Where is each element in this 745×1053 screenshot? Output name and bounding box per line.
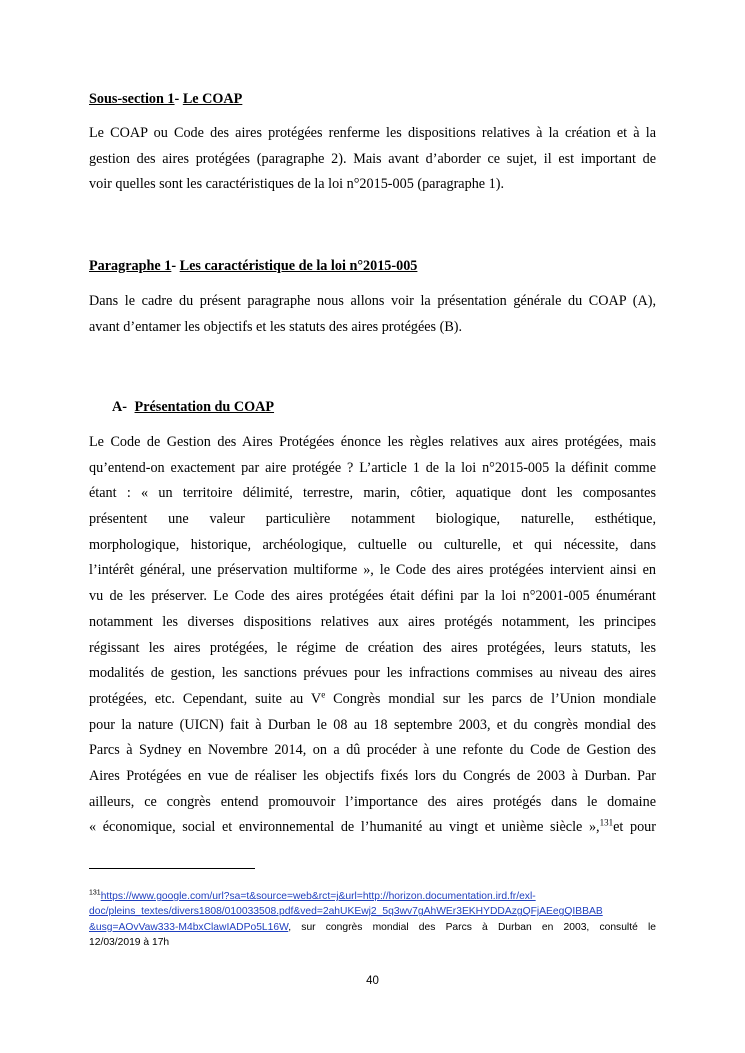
footnote-link[interactable]: doc/pleins_textes/divers1808/010033508.pdf&ved=2ahUKEwj2_5q3wv7gAhWEr3EKHYDDAzgQFjAEegQIBBAB (89, 906, 603, 918)
line-text: protégées, etc. Cependant, suite au V (89, 690, 322, 707)
text-line (89, 687, 656, 713)
text-line: Parcs à Sydney en Novembre 2014, on a dû procéder à une refonte du Code de Gestion des (89, 742, 656, 759)
intro-paragraph (89, 121, 656, 198)
footnote-link[interactable]: https://www.google.com/url?sa=t&source=web&rct=j&url=http://horizon.documentation.ird.fr/exl- (100, 891, 536, 902)
footnote-separator (89, 868, 255, 869)
footnote-line (89, 904, 656, 919)
section-a-prefix: A- (112, 399, 127, 415)
section-a-heading (112, 398, 274, 416)
text-line: Aires Protégées en vue de réaliser les objectifs fixés lors du Congrés de 2003 à Durban. Par (89, 767, 656, 784)
paragraph1-text (89, 289, 656, 340)
footnote-ref[interactable]: 131 (599, 817, 614, 828)
text-line: Le COAP ou Code des aires protégées renferme les dispositions relatives à la création et à la (89, 125, 656, 141)
paragraph1-heading (89, 257, 417, 275)
paragraph1-title: Les caractéristique de la loi n°2015-005 (179, 258, 418, 274)
footnote-line: 12/03/2019 à 17h (89, 936, 170, 948)
footnote (89, 889, 656, 950)
text-line: notamment les diverses dispositions relatives aux aires protégés notamment, les principes (89, 613, 656, 630)
text-line: Dans le cadre du présent paragraphe nous allons voir la présentation générale du COAP (A), (89, 293, 656, 309)
page-number: 40 (366, 975, 379, 987)
text-line: Le Code de Gestion des Aires Protégées énonce les règles relatives aux aires protégées, mais (89, 434, 656, 450)
superscript: e (321, 689, 326, 700)
line-text: « économique, social et environnemental de l’humanité au vingt et unième siècle », (89, 819, 600, 836)
subsection-title: Le COAP (182, 91, 243, 107)
body-paragraph (89, 430, 656, 841)
text-line: vu de les préserver. Le Code des aires protégées était défini par la loi n°2001-005 énumérant (89, 588, 656, 605)
footnote-line (89, 920, 656, 935)
text-line: l’intérêt général, une préservation multiforme », le Code des aires protégées intervient ainsi en (89, 562, 656, 579)
paragraph1-prefix: Paragraphe 1 (89, 258, 172, 274)
subsection-prefix: Sous-section 1 (89, 91, 175, 107)
footnote-line (89, 889, 656, 904)
subsection-dash: - (174, 91, 183, 107)
footnote-text: , sur congrès mondial des Parcs à Durban en 2003, consulté le (288, 921, 656, 933)
text-line: modalités de gestion, les sanctions prévues pour les infractions commises au niveau des aires (89, 665, 656, 682)
footnote-number: 131 (89, 889, 101, 897)
text-line: avant d’entamer les objectifs et les statuts des aires protégées (B). (89, 318, 463, 335)
text-line: étant : « un territoire délimité, terrestre, marin, côtier, aquatique dont les composantes (89, 485, 656, 502)
text-line: régissant les aires protégées, le régime de création des aires protégées, leurs statuts, les (89, 639, 656, 656)
line-text: et pour (613, 819, 656, 836)
text-line: voir quelles sont les caractéristiques de la loi n°2015-005 (paragraphe 1). (89, 176, 505, 193)
text-line (89, 815, 656, 841)
section-a-title: Présentation du COAP (134, 399, 275, 415)
text-line: qu’entend-on exactement par aire protégée ? L’article 1 de la loi n°2015-005 la définit comme (89, 459, 656, 476)
text-line: ailleurs, ce congrès entend promouvoir l’importance des aires protégés dans le domaine (89, 793, 656, 810)
line-text: Congrès mondial sur les parcs de l’Union mondiale (325, 690, 656, 707)
footnote-link[interactable]: &usg=AOvVaw333-M4bxClawIADPo5L16W (89, 921, 289, 933)
text-line: gestion des aires protégées (paragraphe 2). Mais avant d’aborder ce sujet, il est important de (89, 150, 656, 167)
text-line: présentent une valeur particulière notamment biologique, naturelle, esthétique, (89, 511, 656, 528)
paragraph1-dash: - (171, 258, 180, 274)
subsection-heading (89, 90, 242, 108)
text-line: morphologique, historique, archéologique, cultuelle ou culturelle, et qui nécessite, dans (89, 536, 656, 553)
text-line: pour la nature (UICN) fait à Durban le 08 au 18 septembre 2003, et du congrès mondial des (89, 716, 656, 733)
